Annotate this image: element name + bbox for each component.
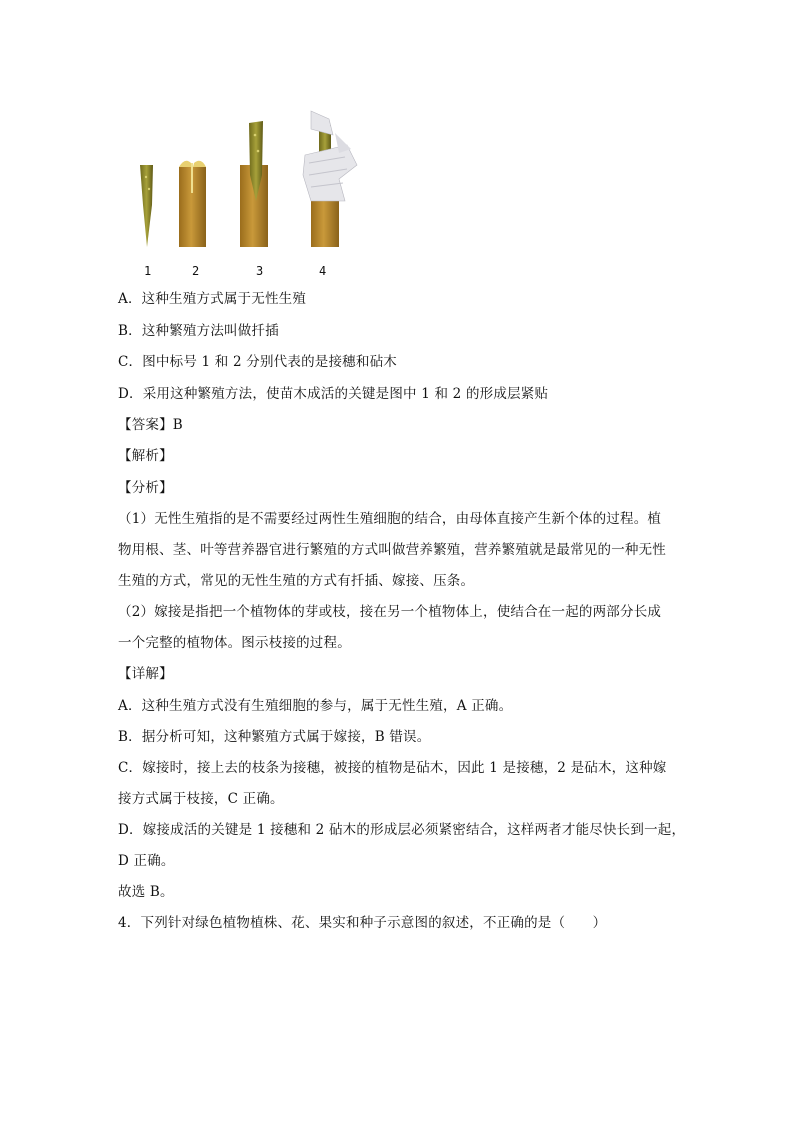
figure-label-2: 2	[192, 264, 200, 278]
fenxi-line-3: 生殖的方式，常见的无性生殖的方式有扦插、嫁接、压条。	[118, 573, 475, 589]
bandaged-graft-4	[303, 111, 357, 247]
xiangjie-line-3: C．嫁接时，接上去的枝条为接穗，被接的植物是砧木，因此 1 是接穗，2 是砧木，这种嫁	[118, 760, 667, 776]
xiangjie-line-1: A．这种生殖方式没有生殖细胞的参与，属于无性生殖，A 正确。	[118, 698, 513, 714]
option-a: A．这种生殖方式属于无性生殖	[118, 291, 307, 307]
analysis-heading: 【解析】	[118, 448, 173, 464]
xiangjie-line-2: B．据分析可知，这种繁殖方式属于嫁接，B 错误。	[118, 729, 431, 745]
stock-2	[179, 161, 206, 247]
fenxi-line-5: 一个完整的植物体。图示枝接的过程。	[118, 635, 351, 651]
grafting-figure	[125, 105, 375, 285]
fenxi-line-2: 物用根、茎、叶等营养器官进行繁殖的方式叫做营养繁殖，营养繁殖就是最常见的一种无性	[118, 542, 666, 558]
figure-label-3: 3	[256, 264, 264, 278]
option-c: C．图中标号 1 和 2 分别代表的是接穗和砧木	[118, 354, 397, 370]
xiangjie-heading: 【详解】	[118, 666, 173, 682]
figure-label-1: 1	[144, 264, 152, 278]
fenxi-heading: 【分析】	[118, 480, 173, 496]
next-question: 4．下列针对绿色植物植株、花、果实和种子示意图的叙述，不正确的是（ ）	[118, 915, 607, 931]
fenxi-line-4: （2）嫁接是指把一个植物体的芽或枝，接在另一个植物体上，使结合在一起的两部分长成	[118, 604, 662, 620]
graft-3	[240, 121, 268, 247]
xiangjie-line-7: 故选 B。	[118, 884, 174, 900]
xiangjie-line-5: D．嫁接成活的关键是 1 接穗和 2 砧木的形成层必须紧密结合，这样两者才能尽快长到一起，	[118, 822, 686, 838]
fenxi-line-1: （1）无性生殖指的是不需要经过两性生殖细胞的结合，由母体直接产生新个体的过程。植	[118, 511, 662, 527]
option-b: B．这种繁殖方法叫做扦插	[118, 323, 279, 339]
answer: 【答案】B	[118, 417, 183, 433]
scion-1	[140, 165, 153, 247]
xiangjie-line-4: 接方式属于枝接，C 正确。	[118, 791, 284, 807]
figure-label-4: 4	[319, 264, 327, 278]
xiangjie-line-6: D 正确。	[118, 853, 175, 869]
option-d: D．采用这种繁殖方法，使苗木成活的关键是图中 1 和 2 的形成层紧贴	[118, 386, 549, 402]
